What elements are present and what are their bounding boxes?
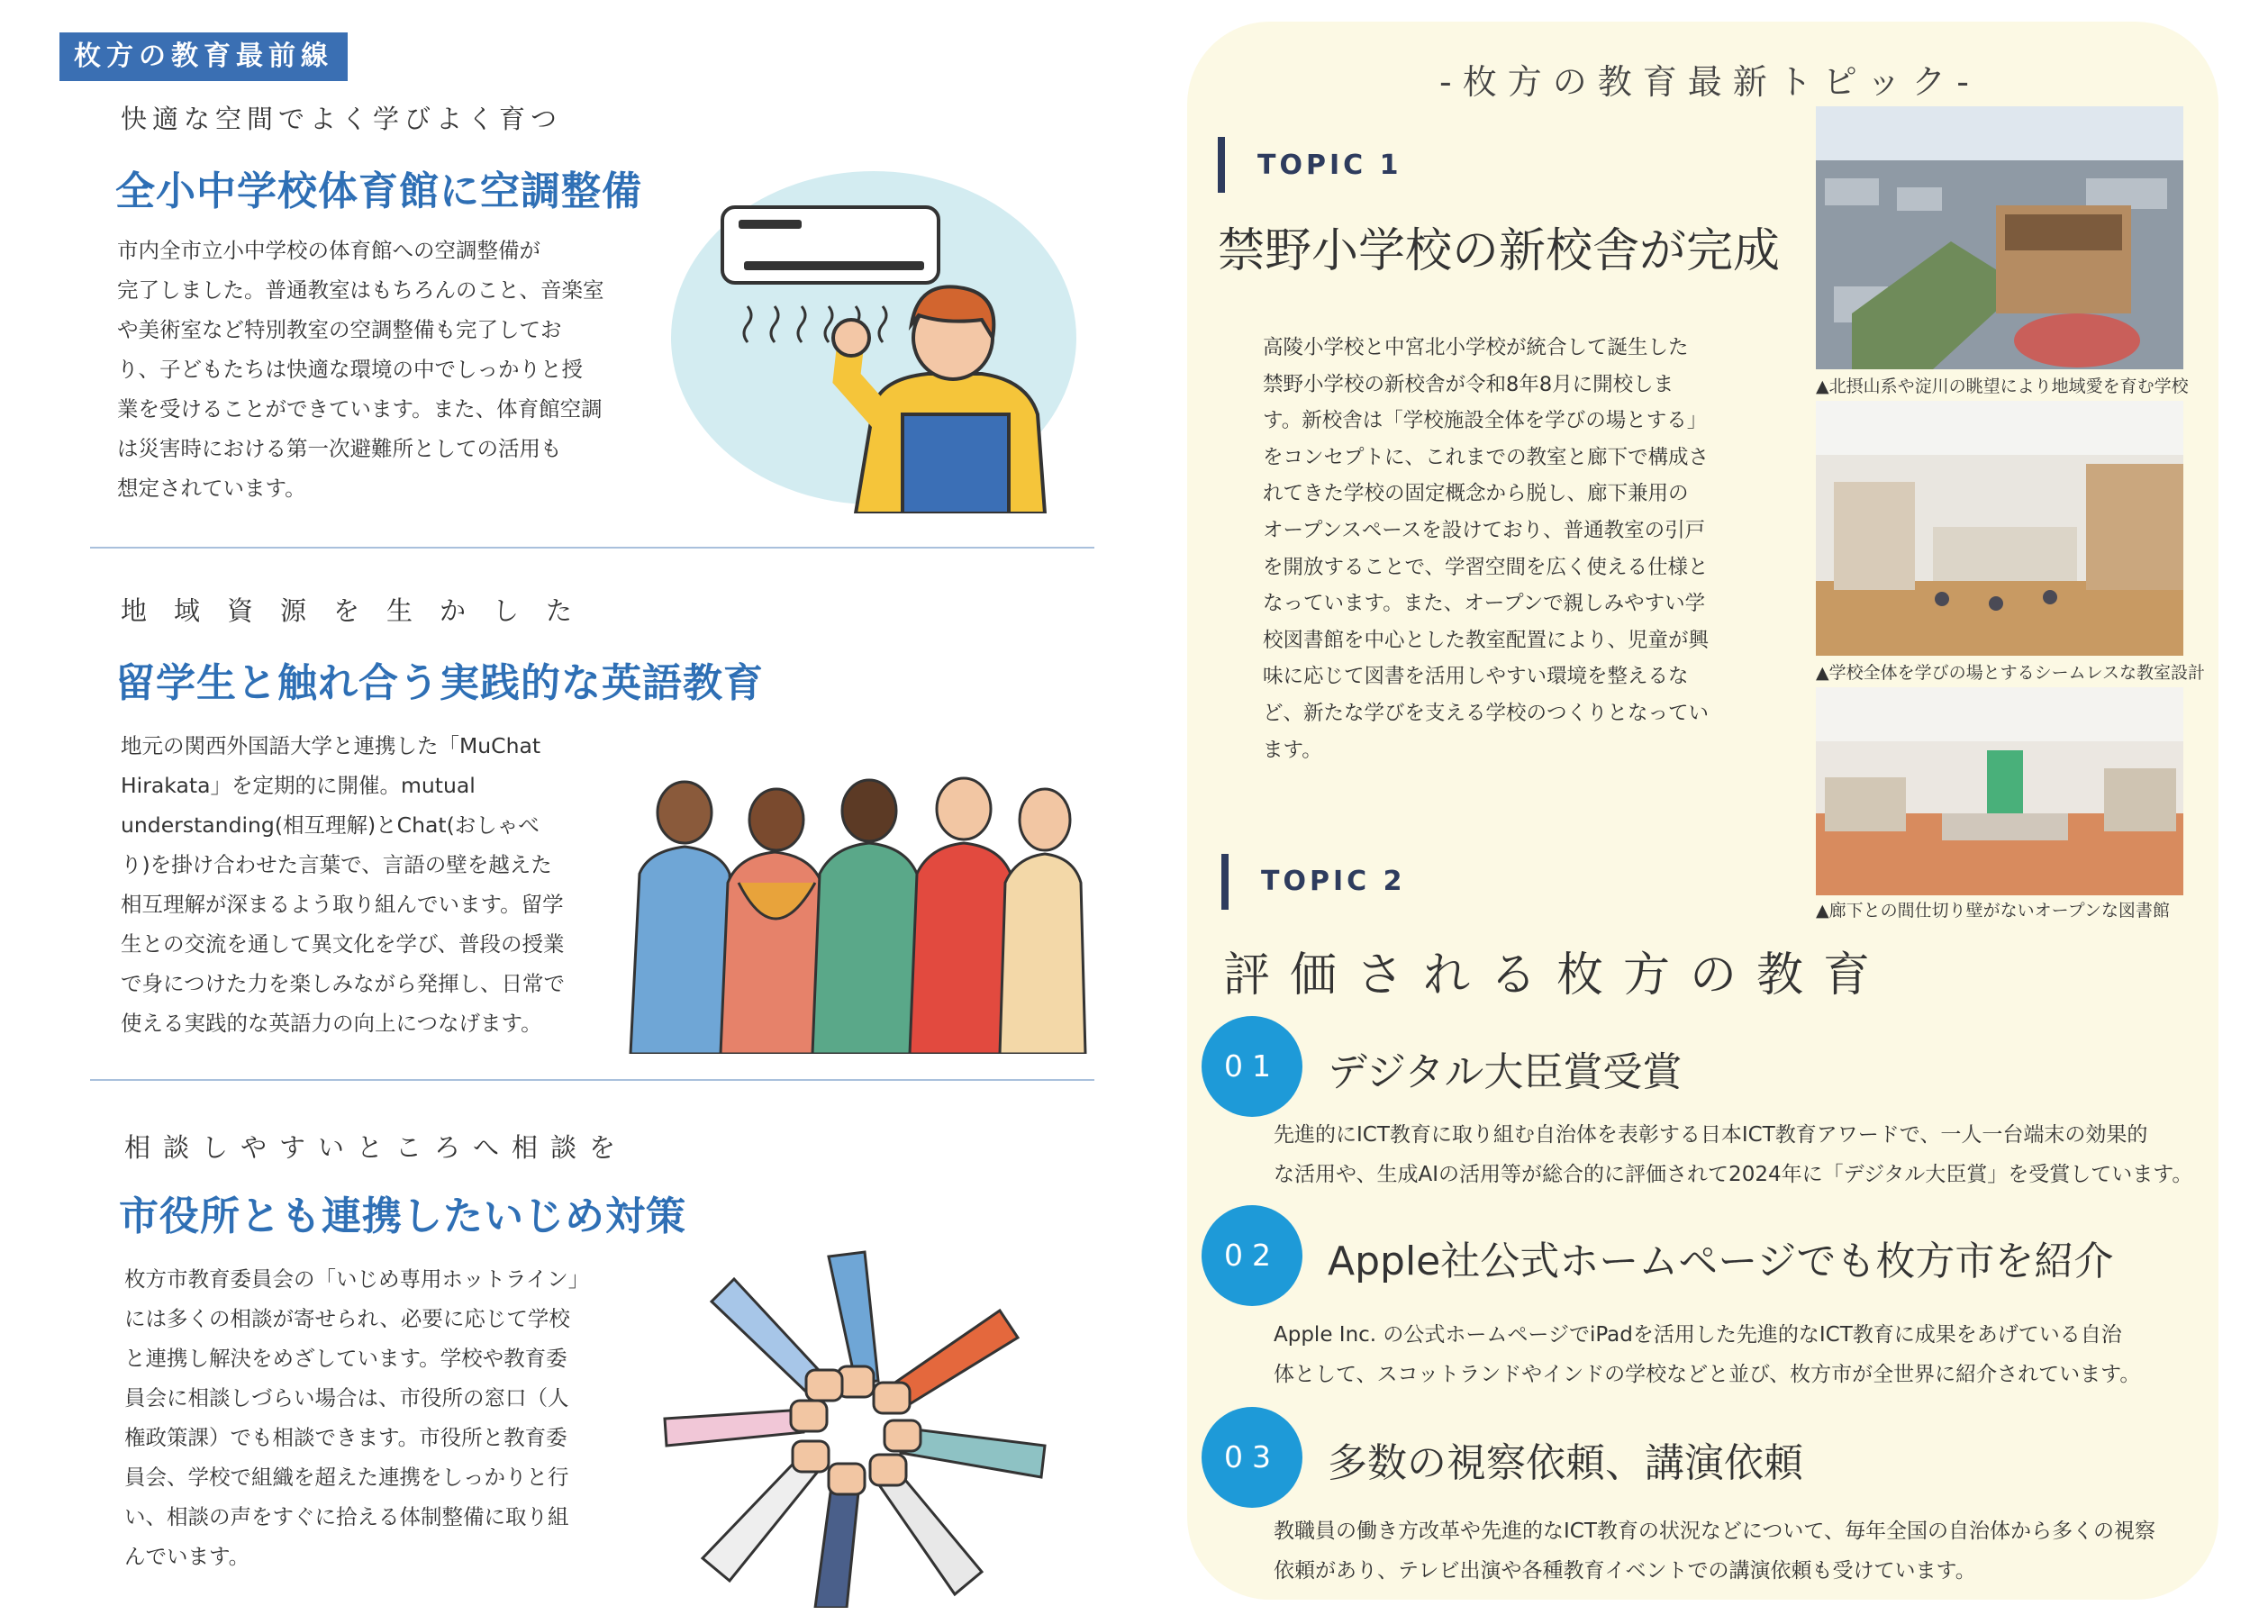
award-title: Apple社公式ホームページでも枚方市を紹介: [1328, 1238, 2114, 1284]
award-body: [1274, 1115, 2192, 1194]
body-line: 校図書館を中心とした教室配置により、児童が興: [1263, 628, 1710, 652]
body-line: い、相談の声をすぐに拾える体制整備に取り組: [124, 1504, 569, 1529]
body-line: 使える実践的な英語力の向上につなげます。: [121, 1011, 542, 1036]
award-title: 多数の視察依頼、講演依頼: [1328, 1440, 1803, 1486]
body-line: な活用や、生成AIの活用等が総合的に評価されて2024年に「デジタル大臣賞」を受賞しています。: [1274, 1163, 2193, 1186]
photo-caption: ▲北摂山系や淀川の眺望により地域愛を育む学校: [1816, 377, 2189, 396]
panel-title: -枚方の教育最新トピック-: [1439, 62, 1980, 102]
divider: [90, 1079, 1094, 1081]
air-conditioner-illustration: [667, 144, 1081, 513]
topic-marker: [1218, 137, 1225, 193]
body-line: 体として、スコットランドやインドの学校などと並び、枚方市が全世界に紹介されています。: [1274, 1363, 2141, 1386]
number-badge: 01: [1202, 1016, 1302, 1117]
body-line: り、子どもたちは快適な環境の中でしっかりと授: [117, 357, 583, 382]
topic1-heading: 禁野小学校の新校舎が完成: [1218, 224, 1781, 278]
sec1-heading: 全小中学校体育館に空調整備: [115, 168, 642, 214]
body-line: 市内全市立小中学校の体育館への空調整備が: [117, 238, 540, 263]
open-library-photo: [1816, 687, 2183, 895]
body-line: なっています。また、オープンで親しみやすい学: [1263, 592, 1706, 616]
body-line: 相互理解が深まるよう取り組んでいます。留学: [121, 892, 564, 917]
photo-caption: ▲廊下との間仕切り壁がないオープンな図書館: [1816, 901, 2170, 921]
body-line: す。新校舎は「学校施設全体を学びの場とする」: [1263, 409, 1708, 433]
fists-circle-illustration: [649, 1247, 1063, 1608]
photo-caption: ▲学校全体を学びの場とするシームレスな教室設計: [1816, 663, 2206, 683]
sec2-kicker: 地域資源を生かした: [121, 595, 600, 626]
sec3-kicker: 相談しやすいところへ相談を: [124, 1132, 629, 1163]
body-line: オープンスペースを設けており、普通教室の引戸: [1263, 518, 1706, 542]
section-tag: 枚方の教育最前線: [59, 32, 348, 81]
body-line: 想定されています。: [117, 476, 306, 501]
body-line: んでいます。: [124, 1544, 250, 1569]
body-line: 業を受けることができています。また、体育館空調: [117, 396, 603, 422]
body-line: Hirakata」を定期的に開催。mutual: [121, 773, 476, 798]
body-line: understanding(相互理解)とChat(おしゃべ: [121, 812, 540, 838]
divider: [90, 547, 1094, 549]
sec1-kicker: 快適な空間でよく学びよく育つ: [121, 104, 563, 134]
body-line: 先進的にICT教育に取り組む自治体を表彰する日本ICT教育アワードで、一人一台端末の効果的: [1274, 1123, 2148, 1147]
body-line: 員会に相談しづらい場合は、市役所の窓口（人: [124, 1385, 569, 1411]
body-line: は災害時における第一次避難所としての活用も: [117, 436, 562, 461]
sec3-heading: 市役所とも連携したいじめ対策: [119, 1193, 686, 1239]
body-line: 依頼があり、テレビ出演や各種教育イベントでの講演依頼も受けています。: [1274, 1559, 1976, 1583]
body-line: には多くの相談が寄せられ、必要に応じて学校: [124, 1306, 570, 1331]
body-line: で身につけた力を楽しみながら発揮し、日常で: [121, 971, 566, 996]
number-badge: 02: [1202, 1205, 1302, 1306]
body-line: を開放することで、学習空間を広く使える仕様と: [1263, 555, 1709, 579]
topic1-body: [1263, 330, 1749, 768]
body-line: をコンセプトに、これまでの教室と廊下で構成さ: [1263, 445, 1710, 469]
body-line: 味に応じて図書を活用しやすい環境を整えるな: [1263, 665, 1689, 689]
topic2-heading: 評価される枚方の教育: [1223, 948, 1891, 1003]
body-line: り)を掛け合わせた言葉で、言語の壁を越えた: [121, 852, 552, 877]
body-line: 権政策課）でも相談できます。市役所と教育委: [124, 1425, 567, 1450]
body-line: 禁野小学校の新校舎が令和8年8月に開校しま: [1263, 372, 1674, 396]
body-line: 枚方市教育委員会の「いじめ専用ホットライン」: [124, 1266, 590, 1292]
topic-marker: [1221, 854, 1229, 910]
body-line: 生との交流を通して異文化を学び、普段の授業: [121, 931, 565, 957]
number-badge: 03: [1202, 1407, 1302, 1508]
body-line: や美術室など特別教室の空調整備も完了してお: [117, 317, 562, 342]
award-body: [1274, 1315, 2140, 1394]
sec1-body: [117, 231, 621, 508]
school-aerial-photo: [1816, 106, 2183, 369]
body-line: 完了しました。普通教室はもちろんのこと、音楽室: [117, 277, 604, 303]
sec2-heading: 留学生と触れ合う実践的な英語教育: [115, 660, 764, 706]
award-body: [1274, 1511, 2155, 1591]
body-line: ど、新たな学びを支える学校のつくりとなってい: [1263, 701, 1710, 725]
body-line: ます。: [1263, 738, 1322, 762]
topic2-label: TOPIC 2: [1261, 866, 1406, 897]
open-classroom-photo: [1816, 401, 2183, 656]
body-line: 教職員の働き方改革や先進的なICT教育の状況などについて、毎年全国の自治体から多くの視察: [1274, 1520, 2155, 1543]
body-line: 地元の関西外国語大学と連携した「MuChat: [121, 733, 541, 758]
body-line: 高陵小学校と中宮北小学校が統合して誕生した: [1263, 336, 1689, 359]
body-line: Apple Inc. の公式ホームページでiPadを活用した先進的なICT教育に成果をあげている自治: [1274, 1323, 2122, 1347]
students-group-illustration: [612, 757, 1090, 1054]
body-line: 員会、学校で組織を超えた連携をしっかりと行: [124, 1465, 569, 1490]
sec2-body: [121, 726, 589, 1043]
body-line: と連携し解決をめざしています。学校や教育委: [124, 1346, 567, 1371]
topic1-label: TOPIC 1: [1257, 150, 1402, 181]
sec3-body: [124, 1259, 593, 1576]
body-line: れてきた学校の固定概念から脱し、廊下兼用の: [1263, 482, 1689, 506]
award-title: デジタル大臣賞受賞: [1328, 1049, 1683, 1095]
